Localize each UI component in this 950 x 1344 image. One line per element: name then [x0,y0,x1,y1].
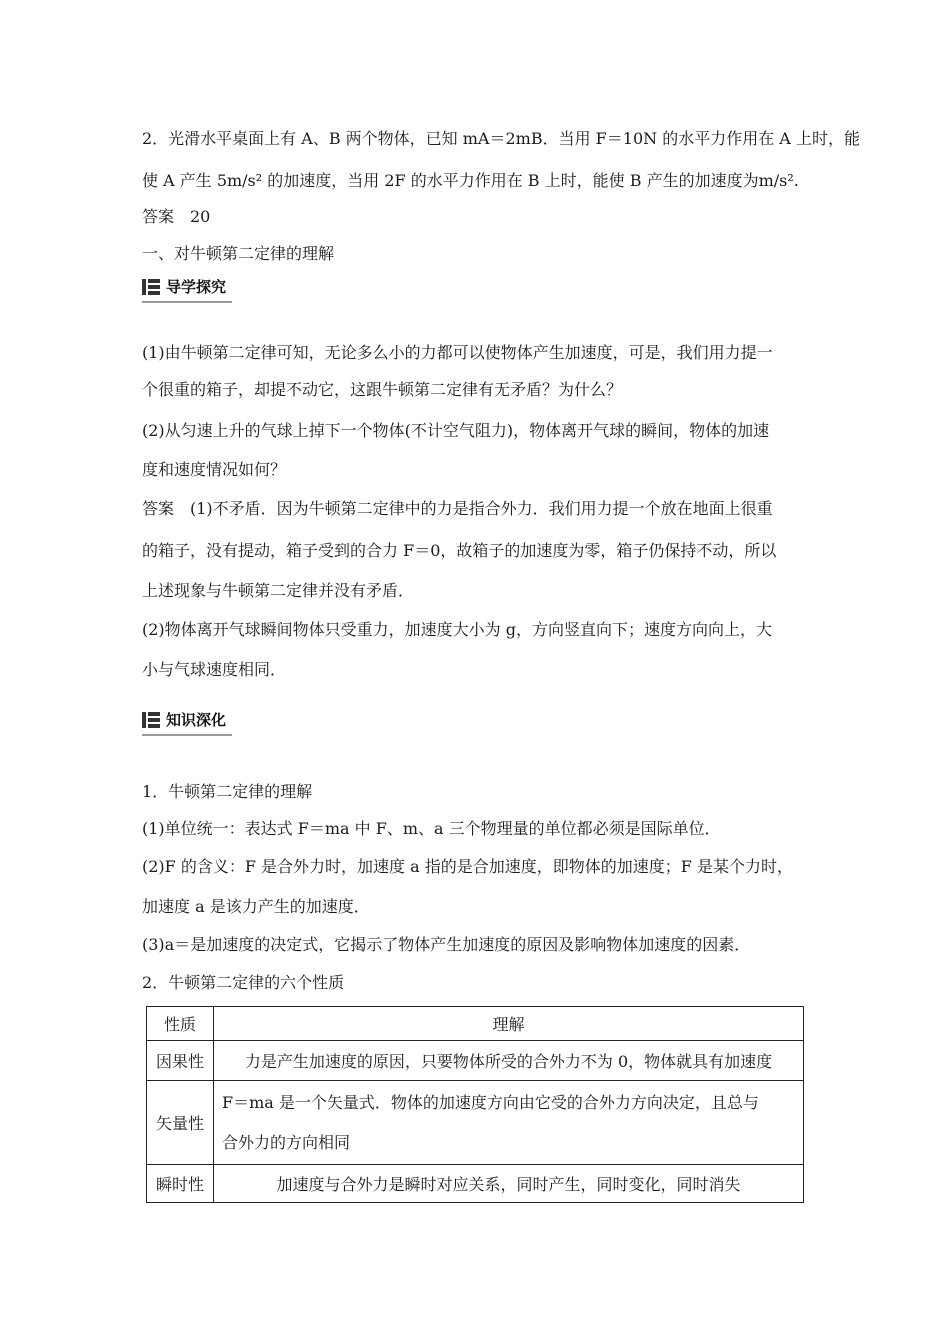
table-cell-description: 加速度与合外力是瞬时对应关系，同时产生，同时变化，同时消失 [214,1165,804,1203]
heading-knowledge-underline [142,734,232,736]
knowledge-p4: (3)a＝是加速度的决定式，它揭示了物体产生加速度的原因及影响物体加速度的因素． [142,935,751,954]
heading-knowledge [142,709,232,733]
section-title: 一、对牛顿第二定律的理解 [142,244,335,263]
heading-knowledge-title: 知识深化 [166,711,227,729]
table-header-cell: 性质 [147,1007,214,1041]
table-cell-description-line: 合外力的方向相同 [222,1132,351,1152]
inquiry-q2-line-2: 度和速度情况如何？ [142,460,287,479]
problem-line-2: 使 A 产生 5m/s² 的加速度，当用 2F 的水平力作用在 B 上时，能使 B 产生的加速度为m/s². [142,171,799,190]
inquiry-a1-line-1: 答案 (1)不矛盾．因为牛顿第二定律中的力是指合外力．我们用力提一个放在地面上很重 [142,499,773,518]
knowledge-p5: 2．牛顿第二定律的六个性质 [142,973,345,992]
inquiry-a1-line-2: 的箱子，没有提动，箱子受到的合力 F＝0，故箱子的加速度为零，箱子仍保持不动，所以 [142,541,777,560]
knowledge-p1: 1．牛顿第二定律的理解 [142,782,313,801]
table-cell-description [214,1081,804,1165]
table-row [147,1081,804,1165]
inquiry-q1-line-2: 个很重的箱子，却提不动它，这跟牛顿第二定律有无矛盾？为什么？ [142,380,623,399]
problem-answer: 答案 20 [142,207,211,226]
heading-inquiry-title: 导学探究 [166,278,227,296]
inquiry-a2-line-1: (2)物体离开气球瞬间物体只受重力，加速度大小为 g，方向竖直向下；速度方向向上，大 [142,620,772,639]
knowledge-p2: (1)单位统一：表达式 F＝ma 中 F、m、a 三个物理量的单位都必须是国际单位． [142,819,721,838]
inquiry-a2-line-2: 小与气球速度相同． [142,660,287,679]
section-marker-icon [142,279,160,295]
table-cell-property: 瞬时性 [147,1165,214,1203]
problem-line-1: 2．光滑水平桌面上有 A、B 两个物体，已知 mA＝2mB．当用 F＝10N 的水平力作用在 A 上时，能 [142,129,860,148]
knowledge-p3-line-1: (2)F 的含义：F 是合外力时，加速度 a 指的是合加速度，即物体的加速度；F 是某个力时， [142,857,793,876]
table-row [147,1041,804,1081]
inquiry-q1-line-1: (1)由牛顿第二定律可知，无论多么小的力都可以使物体产生加速度，可是，我们用力提一 [142,343,773,362]
heading-inquiry-underline [142,301,232,303]
table-cell-description: 力是产生加速度的原因，只要物体所受的合外力不为 0，物体就具有加速度 [214,1041,804,1081]
table-cell-description-line: F＝ma 是一个矢量式．物体的加速度方向由它受的合外力方向决定，且总与 [222,1092,759,1112]
table-row [147,1165,804,1203]
inquiry-q2-line-1: (2)从匀速上升的气球上掉下一个物体(不计空气阻力)，物体离开气球的瞬间，物体的加速 [142,421,770,440]
table-header-row [147,1007,804,1041]
properties-table [146,1006,804,1203]
heading-inquiry [142,276,232,300]
section-marker-icon [142,712,160,728]
inquiry-a1-line-3: 上述现象与牛顿第二定律并没有矛盾． [142,581,415,600]
knowledge-p3-line-2: 加速度 a 是该力产生的加速度． [142,897,370,916]
table-cell-property: 因果性 [147,1041,214,1081]
table-cell-property: 矢量性 [147,1081,214,1165]
table-header-cell: 理解 [214,1007,804,1041]
